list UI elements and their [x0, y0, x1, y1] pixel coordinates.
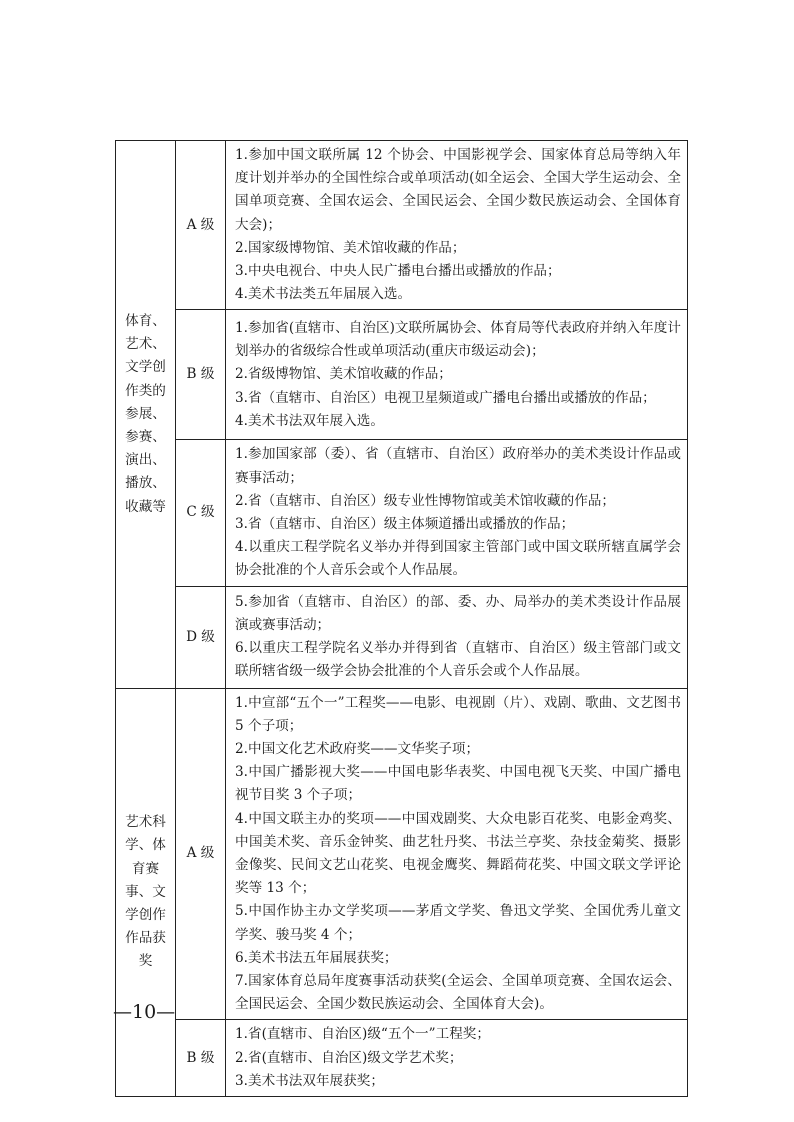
items-cell [226, 141, 688, 310]
list-item: 4.以重庆工程学院名义举办并得到国家主管部门或中国文联所辖直属学会协会批准的个人音乐会或个人作品展。 [235, 539, 681, 579]
level-cell: C 级 [176, 440, 226, 586]
list-item: 4.美术书法类五年届展入选。 [235, 286, 412, 303]
criteria-table [115, 140, 688, 1097]
list-item: 1.参加国家部（委）、省（直辖市、自治区）政府举办的美术类设计作品或赛事活动； [235, 446, 681, 486]
list-item: 3.省（直辖市、自治区）级主体频道播出或播放的作品； [235, 516, 575, 533]
category-cell: 艺术科学、体育赛事、文学创作作品获奖 [116, 688, 176, 1096]
table-row [116, 310, 688, 440]
list-item: 3.省（直辖市、自治区）电视卫星频道或广播电台播出或播放的作品； [235, 389, 656, 406]
table-row [116, 586, 688, 688]
list-item: 2.省(直辖市、自治区)级文学艺术奖； [235, 1049, 463, 1066]
list-item: 1.省(直辖市、自治区)级“五个一”工程奖； [235, 1026, 490, 1043]
level-cell: A 级 [176, 141, 226, 310]
list-item: 4.中国文联主办的奖项——中国戏剧奖、大众电影百花奖、电影金鸡奖、中国美术奖、音乐金钟奖、曲艺牡丹奖、书法兰亭奖、杂技金菊奖、摄影金像奖、民间文艺山花奖、电视金鹰奖、舞蹈荷花奖、中国文联文学评论奖等 13 个； [235, 810, 681, 897]
level-cell: B 级 [176, 310, 226, 440]
level-cell: D 级 [176, 586, 226, 688]
list-item: 1.中宣部“五个一”工程奖——电影、电视剧（片）、戏剧、歌曲、文艺图书 5 个子项； [235, 694, 681, 734]
list-item: 6.以重庆工程学院名义举办并得到省（直辖市、自治区）级主管部门或文联所辖省级一级学会协会批准的个人音乐会或个人作品展。 [235, 640, 681, 680]
list-item: 4.美术书法双年展入选。 [235, 412, 384, 429]
items-cell [226, 440, 688, 586]
items-cell [226, 688, 688, 1020]
list-item: 3.中央电视台、中央人民广播电台播出或播放的作品； [235, 263, 561, 280]
list-item: 3.中国广播影视大奖——中国电影华表奖、中国电视飞天奖、中国广播电视节目奖 3 个子项； [235, 764, 681, 804]
table-row [116, 688, 688, 1020]
list-item: 1.参加中国文联所属 12 个协会、中国影视学会、国家体育总局等纳入年度计划并举办的全国性综合或单项活动(如全运会、全国大学生运动会、全国单项竞赛、全国农运会、全国民运会、全国少数民族运动会、全国体育大会)； [235, 147, 681, 233]
list-item: 1.参加省(直辖市、自治区)文联所属协会、体育局等代表政府并纳入年度计划举办的省级综合性或单项活动(重庆市级运动会)； [235, 319, 681, 360]
page-number: —10— [113, 1001, 176, 1023]
list-item: 5.中国作协主办文学奖项——茅盾文学奖、鲁迅文学奖、全国优秀儿童文学奖、骏马奖 4 个； [235, 903, 681, 943]
list-item: 2.省级博物馆、美术馆收藏的作品； [235, 366, 452, 383]
list-item: 3.美术书法双年展获奖； [235, 1072, 384, 1089]
list-item: 7.国家体育总局年度赛事活动获奖(全运会、全国单项竞赛、全国农运会、全国民运会、全国少数民族运动会、全国体育大会)。 [235, 973, 681, 1013]
level-cell: A 级 [176, 688, 226, 1020]
items-cell [226, 586, 688, 688]
table-row [116, 1020, 688, 1097]
list-item: 2.省（直辖市、自治区）级专业性博物馆或美术馆收藏的作品； [235, 492, 615, 509]
items-cell [226, 1020, 688, 1097]
level-cell: B 级 [176, 1020, 226, 1097]
category-cell: 体育、艺术、文学创作类的参展、参赛、演出、播放、收藏等 [116, 141, 176, 689]
list-item: 2.中国文化艺术政府奖——文华奖子项； [235, 741, 480, 758]
list-item: 2.国家级博物馆、美术馆收藏的作品； [235, 239, 466, 256]
table-row [116, 141, 688, 310]
items-cell [226, 310, 688, 440]
list-item: 6.美术书法五年届展获奖； [235, 949, 398, 966]
table-row [116, 440, 688, 586]
list-item: 5.参加省（直辖市、自治区）的部、委、办、局举办的美术类设计作品展演或赛事活动； [235, 593, 681, 633]
